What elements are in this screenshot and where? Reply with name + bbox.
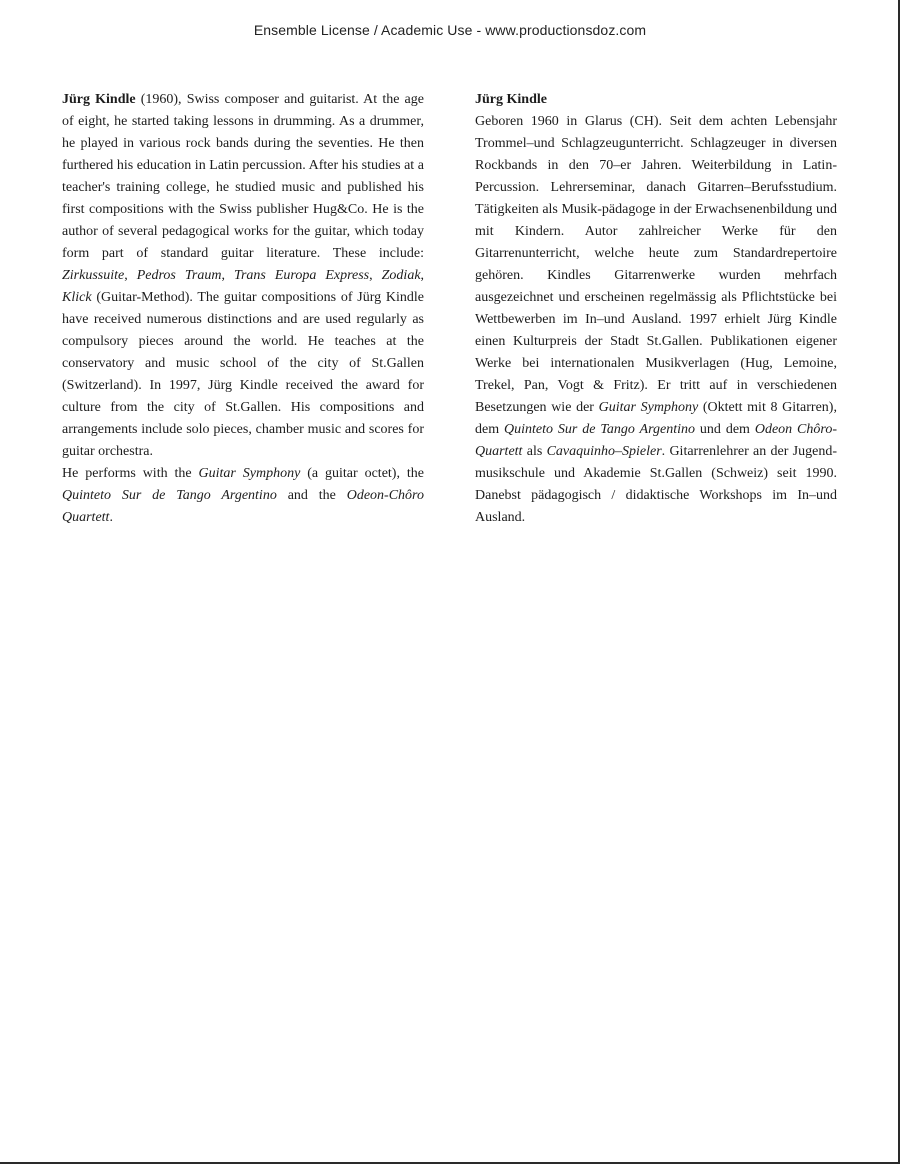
composer-name: Jürg Kindle — [62, 92, 136, 107]
separator: , — [420, 268, 425, 283]
english-biography — [62, 89, 424, 529]
ensemble-title: Guitar Symphony — [198, 466, 301, 481]
english-text: and the — [276, 488, 347, 503]
separator: , — [369, 268, 382, 283]
ensemble-title: Guitar Symphony — [598, 400, 699, 415]
english-text: (1960), Swiss composer and guitarist. At the age of eight, he started taking lessons in drumming. As a drummer, he played in various rock bands during the seventies. He then furthered his education in Latin percussion. After his studies at a teacher's training college, he studied music and published his first compositions with the Swiss publisher Hug&Co. He is the author of several pedagogical works for the guitar, which today form part of standard guitar literature. These include: — [62, 92, 424, 261]
english-paragraph-1 — [62, 89, 424, 463]
english-paragraph-2 — [62, 463, 424, 529]
work-title: Zodiak — [381, 268, 421, 283]
ensemble-title: Quinteto Sur de Tango Argentino — [504, 422, 696, 437]
ensemble-title: Odeon-Chôro Quartett — [62, 488, 424, 525]
license-header: Ensemble License / Academic Use - www.productionsdoz.com — [253, 22, 647, 38]
german-text: und dem — [695, 422, 755, 437]
instrument-title: Cavaquinho–Spieler — [546, 444, 662, 459]
english-text: (Guitar-Method). The guitar compositions of Jürg Kindle have received numerous distinctions and are used regularly as compulsory pieces around the world. He teaches at the conservatory and music school of the city of St.Gallen (Switzerland). In 1997, Jürg Kindle received the award for culture from the city of St.Gallen. His compositions and arrangements include solo pieces, chamber music and scores for guitar orchestra. — [62, 290, 424, 459]
ensemble-title: Odeon Chôro-Quartett — [475, 422, 837, 459]
english-text: . — [109, 510, 113, 525]
german-text: Geboren 1960 in Glarus (CH). Seit dem achten Lebensjahr Trommel–und Schlagzeugunterricht. Schlagzeuger in diversen Rockbands in den 70–er Jahren. Weiterbildung in Latin-Percussion. Lehrerseminar, danach Gitarren–Berufsstudium. Tätigkeiten als Musik-pädagoge in der Erwachsenenbildung und mit Kindern. Autor zahlreicher Werke für den Gitarrenunterricht, welche heute zum Standardrepertoire gehören. Kindles Gitarrenwerke wurden mehrfach ausgezeichnet und erscheinen regelmässig als Pflichtstücke bei Wettbewerben im In–und Ausland. 1997 erhielt Jürg Kindle einen Kulturpreis der Stadt St.Gallen. Publikationen eigener Werke bei internationalen Musikverlagen (Hug, Lemoine, Trekel, Pan, Vogt & Fritz). Er tritt auf in verschiedenen Besetzungen wie der — [475, 114, 837, 415]
german-paragraph-1 — [475, 111, 837, 529]
german-heading: Jürg Kindle — [475, 92, 547, 107]
german-biography — [475, 89, 837, 529]
english-text: He performs with the — [62, 466, 199, 481]
german-text: als — [522, 444, 547, 459]
work-title: Pedros Traum — [136, 268, 222, 283]
english-text: (a guitar octet), the — [300, 466, 424, 481]
work-title: Trans Europa Express — [233, 268, 370, 283]
work-title: Klick — [62, 290, 92, 305]
work-title: Zirkussuite — [62, 268, 125, 283]
separator: , — [124, 268, 137, 283]
german-text: (Oktett mit 8 Gitarren), dem — [475, 400, 837, 437]
german-text: . Gitarrenlehrer an der Jugend-musikschule und Akademie St.Gallen (Schweiz) seit 1990. Danebst pädagogisch / didaktische Workshops im In–und Ausland. — [475, 444, 837, 525]
ensemble-title: Quinteto Sur de Tango Argentino — [62, 488, 277, 503]
separator: , — [221, 268, 234, 283]
